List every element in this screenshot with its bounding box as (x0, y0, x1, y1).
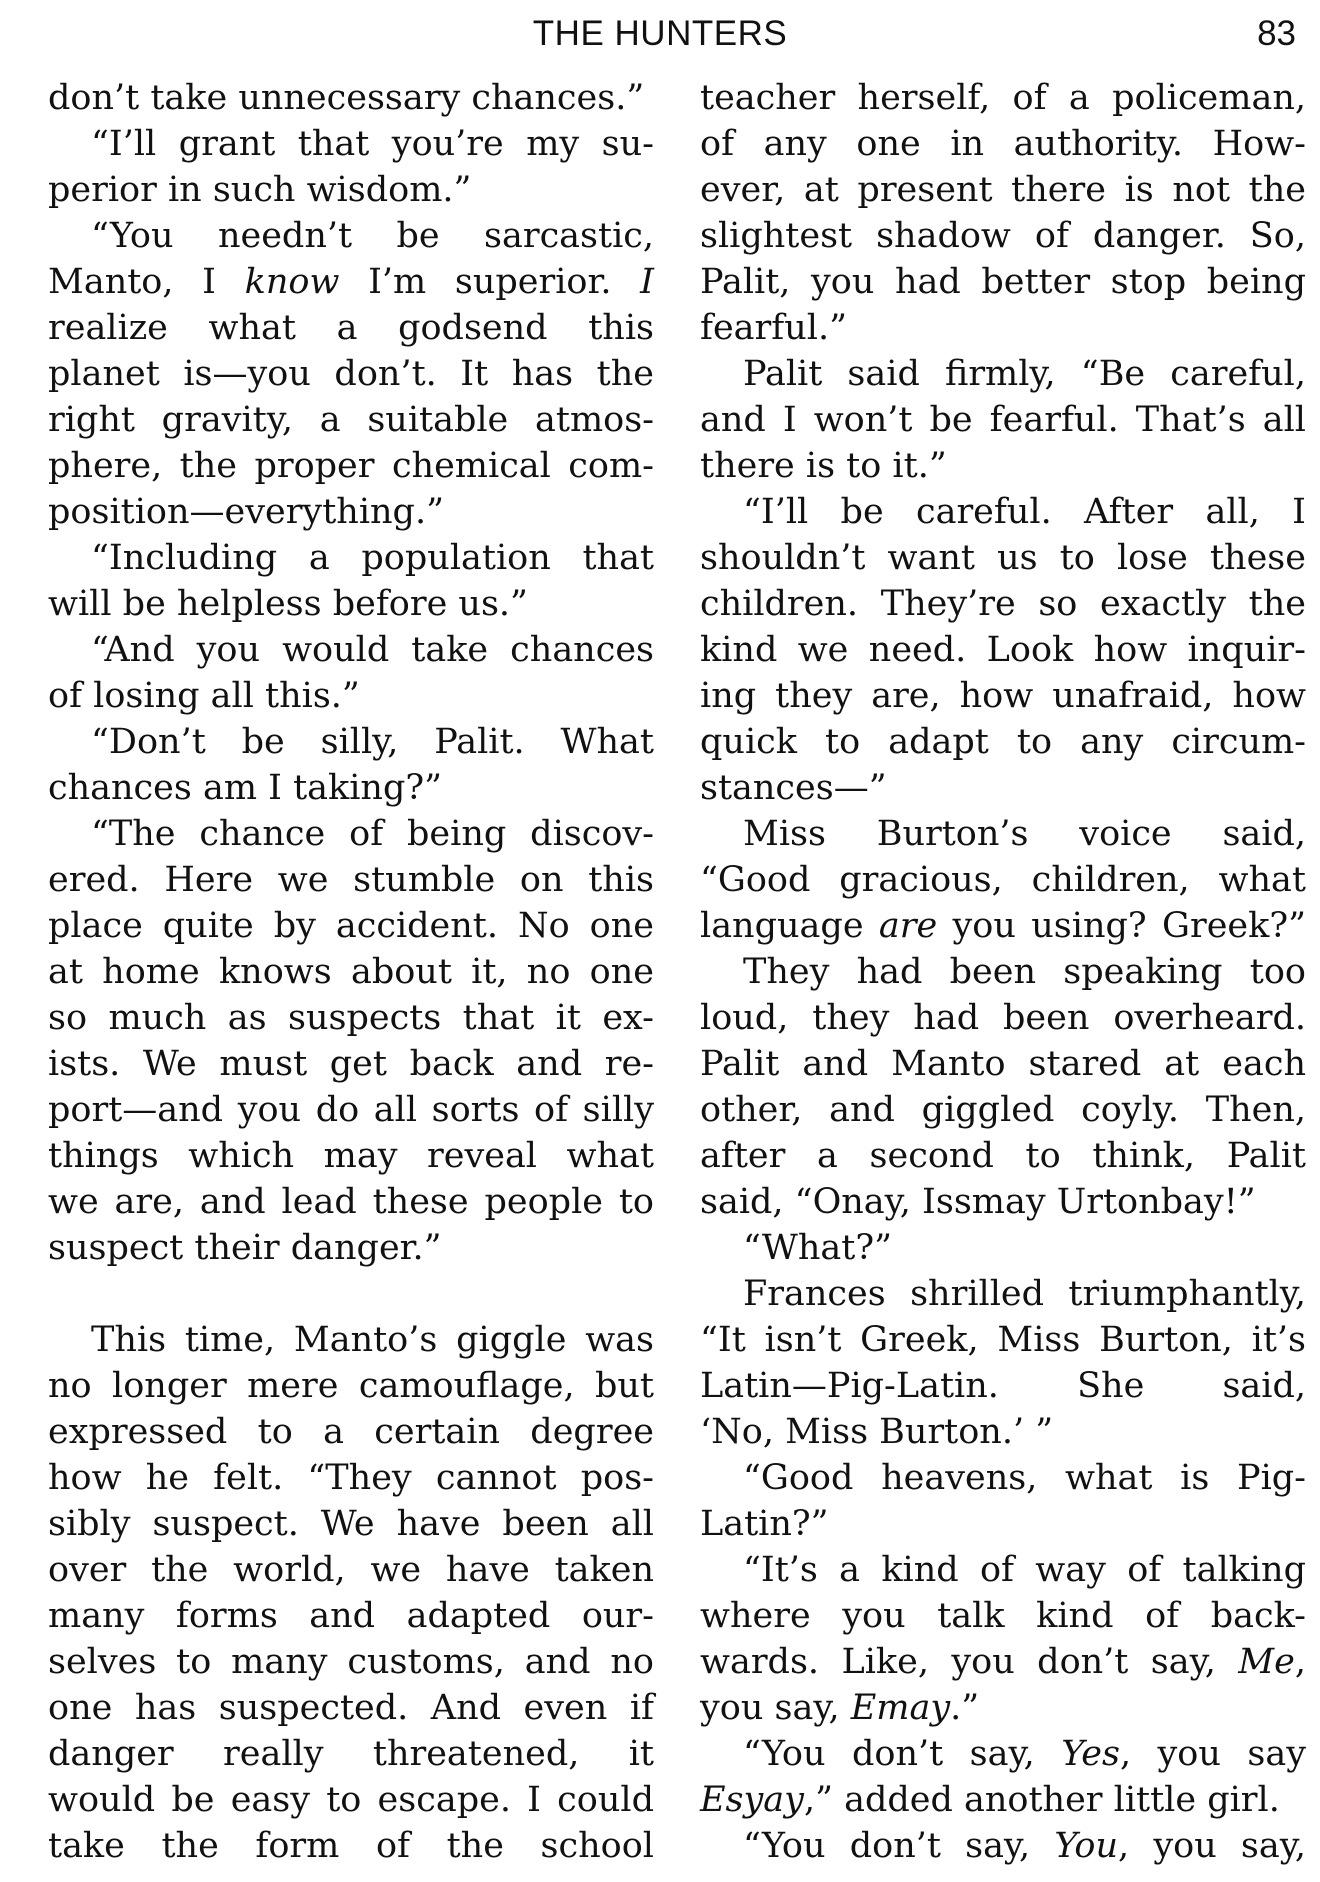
chapter-title: THE HUNTERS (532, 14, 788, 53)
text-line: “It isn’t Greek, Miss Burton, it’s (700, 1320, 1306, 1360)
text-line: “Good gracious, children, what (700, 860, 1306, 900)
text-line: ered. Here we stumble on this (48, 860, 654, 900)
text-line: danger really threatened, it (48, 1734, 654, 1774)
text-line: “You needn’t be sarcastic, (91, 216, 654, 256)
text-line: “I’ll grant that you’re my su- (91, 124, 654, 164)
text-line: Latin—Pig-Latin. She said, (700, 1366, 1306, 1406)
text-line: things which may reveal what (48, 1136, 654, 1176)
text-line: other, and giggled coyly. Then, (700, 1090, 1306, 1130)
text-line: language are you using? Greek?” (700, 906, 1306, 946)
text-line: where you talk kind of back- (700, 1596, 1306, 1636)
text-line: “And you would take chances (91, 630, 654, 670)
text-line: “Including a population that (91, 538, 654, 578)
text-line: selves to many customs, and no (48, 1642, 654, 1682)
text-line: quick to adapt to any circum- (700, 722, 1306, 762)
text-line: there is to it.” (700, 446, 947, 486)
text-line: would be easy to escape. I could (48, 1780, 654, 1820)
text-line: children. They’re so exactly the (700, 584, 1306, 624)
running-header (0, 12, 1320, 62)
text-line: we are, and lead these people to (48, 1182, 654, 1222)
text-line: fearful.” (700, 308, 847, 348)
text-line: Palit said firmly, “Be careful, (743, 354, 1306, 394)
text-line: suspect their danger.” (48, 1228, 442, 1268)
left-column (48, 75, 654, 1869)
text-line: will be helpless before us.” (48, 584, 528, 624)
text-line: stances—” (700, 768, 887, 808)
text-line: how he felt. “They cannot pos- (48, 1458, 654, 1498)
text-line: position—everything.” (48, 492, 444, 532)
right-column (700, 75, 1306, 1869)
text-line: perior in such wisdom.” (48, 170, 472, 210)
text-line: take the form of the school (48, 1826, 654, 1866)
text-line: ‘No, Miss Burton.’ ” (700, 1412, 1054, 1452)
paragraph-gap (48, 1271, 654, 1317)
text-line: of any one in authority. How- (700, 124, 1306, 164)
text-line: “The chance of being discov- (91, 814, 654, 854)
text-line: “You don’t say, You, you say, (743, 1826, 1306, 1866)
text-line: no longer mere camouflage, but (48, 1366, 654, 1406)
text-line: Esyay,” added another little girl. (700, 1780, 1280, 1820)
text-line: place quite by accident. No one (48, 906, 654, 946)
text-line: Latin?” (700, 1504, 829, 1544)
text-line: Miss Burton’s voice said, (743, 814, 1306, 854)
text-line: loud, they had been overheard. (700, 998, 1306, 1038)
text-line: “Good heavens, what is Pig- (743, 1458, 1306, 1498)
text-line: and I won’t be fearful. That’s all (700, 400, 1306, 440)
text-line: “Don’t be silly, Palit. What (91, 722, 654, 762)
text-line: one has suspected. And even if (48, 1688, 654, 1728)
text-line: ing they are, how unafraid, how (700, 676, 1306, 716)
text-line: port—and you do all sorts of silly (48, 1090, 654, 1130)
text-line: after a second to think, Palit (700, 1136, 1306, 1176)
text-line: realize what a godsend this (48, 308, 654, 348)
text-line: phere, the proper chemical com- (48, 446, 654, 486)
page-number: 83 (1257, 14, 1296, 53)
text-line: slightest shadow of danger. So, (700, 216, 1306, 256)
text-line: said, “Onay, Issmay Urtonbay!” (700, 1182, 1256, 1222)
text-line: shouldn’t want us to lose these (700, 538, 1306, 578)
text-line: “You don’t say, Yes, you say (743, 1734, 1306, 1774)
text-line: you say, Emay.” (700, 1688, 980, 1728)
text-line: kind we need. Look how inquir- (700, 630, 1306, 670)
text-line: teacher herself, of a policeman, (700, 78, 1306, 118)
text-line: Frances shrilled triumphantly, (743, 1274, 1306, 1314)
text-line: so much as suspects that it ex- (48, 998, 654, 1038)
text-line: of losing all this.” (48, 676, 360, 716)
text-line: “What?” (743, 1228, 892, 1268)
text-line: expressed to a certain degree (48, 1412, 654, 1452)
text-line: many forms and adapted our- (48, 1596, 654, 1636)
text-line: over the world, we have taken (48, 1550, 654, 1590)
text-line: Palit, you had better stop being (700, 262, 1306, 302)
text-line: right gravity, a suitable atmos- (48, 400, 654, 440)
text-line: chances am I taking?” (48, 768, 443, 808)
text-line: Palit and Manto stared at each (700, 1044, 1306, 1084)
text-line: This time, Manto’s giggle was (91, 1320, 654, 1360)
text-line: “I’ll be careful. After all, I (743, 492, 1306, 532)
text-line: at home knows about it, no one (48, 952, 654, 992)
text-line: planet is—you don’t. It has the (48, 354, 654, 394)
text-line: Manto, I know I’m superior. I (48, 262, 654, 302)
text-line: “It’s a kind of way of talking (743, 1550, 1306, 1590)
text-line: don’t take unnecessary chances.” (48, 78, 645, 118)
text-line: wards. Like, you don’t say, Me, (700, 1642, 1306, 1682)
text-line: They had been speaking too (743, 952, 1306, 992)
text-line: ever, at present there is not the (700, 170, 1306, 210)
text-line: ists. We must get back and re- (48, 1044, 654, 1084)
text-line: sibly suspect. We have been all (48, 1504, 654, 1544)
